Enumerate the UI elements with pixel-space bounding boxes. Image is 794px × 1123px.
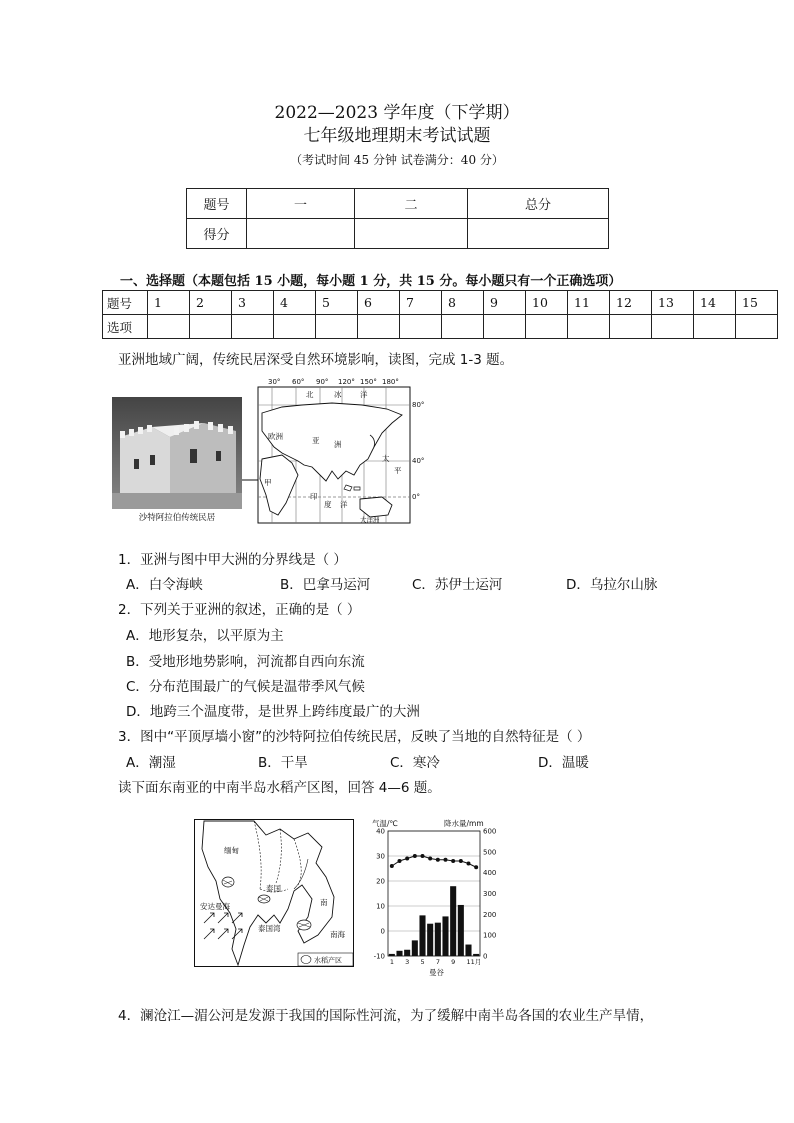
temp-tick-label: 20 [376, 877, 385, 886]
q1-option-c[interactable]: C．苏伊士运河 [412, 577, 503, 593]
precip-tick-label: 0 [483, 952, 488, 961]
precip-tick-label: 600 [483, 827, 497, 836]
score-cell-total[interactable] [468, 219, 609, 249]
precip-tick-label: 200 [483, 910, 497, 919]
temp-point [421, 854, 425, 858]
q1-stem: 1．亚洲与图中甲大洲的分界线是（ ） [118, 552, 347, 568]
temp-point [459, 859, 463, 863]
answer-number-8: 8 [442, 291, 484, 315]
svg-text:80°: 80° [412, 401, 425, 409]
plot-frame [388, 831, 480, 956]
answer-number-14: 14 [694, 291, 736, 315]
q1-option-b[interactable]: B．巴拿马运河 [280, 577, 371, 593]
precip-bar [427, 924, 433, 956]
q2-option-d[interactable]: D．地跨三个温度带，是世界上跨纬度最广的大洲 [126, 704, 420, 720]
svg-text:30°: 30° [268, 378, 281, 386]
answer-cell-12[interactable] [610, 315, 652, 339]
svg-text:60°: 60° [292, 378, 305, 386]
svg-text:150°: 150° [360, 378, 377, 386]
section1-heading: 一、选择题（本题包括 15 小题，每小题 1 分，共 15 分。每小题只有一个正确选项） [120, 274, 622, 289]
answer-number-9: 9 [484, 291, 526, 315]
svg-text:亚: 亚 [312, 436, 320, 445]
precip-bar [396, 951, 402, 956]
svg-text:泰国: 泰国 [266, 884, 281, 893]
month-tick-label: 11月 [466, 958, 482, 966]
q3-option-b[interactable]: B．干旱 [258, 755, 308, 771]
temp-point [467, 862, 471, 866]
svg-text:平: 平 [394, 466, 402, 475]
answer-row-label: 选项 [103, 315, 148, 339]
answer-cell-3[interactable] [232, 315, 274, 339]
svg-text:南: 南 [320, 898, 328, 907]
svg-text:欧洲: 欧洲 [268, 432, 283, 441]
answer-cell-13[interactable] [652, 315, 694, 339]
svg-text:90°: 90° [316, 378, 329, 386]
q1-option-d[interactable]: D．乌拉尔山脉 [566, 577, 658, 593]
city-label: 曼谷 [429, 968, 444, 977]
svg-text:印: 印 [310, 492, 318, 501]
svg-text:缅甸: 缅甸 [224, 846, 239, 855]
temp-tick-label: -10 [373, 952, 385, 961]
intro-q1-3: 亚洲地域广阔，传统民居深受自然环境影响，读图，完成 1-3 题。 [118, 352, 514, 368]
temp-point [390, 864, 394, 868]
month-tick-label: 9 [451, 958, 456, 966]
precip-tick-label: 100 [483, 931, 497, 940]
temp-tick-label: 10 [376, 902, 385, 911]
answer-cell-5[interactable] [316, 315, 358, 339]
q3-option-a[interactable]: A．潮湿 [126, 755, 176, 771]
score-header-part2: 二 [355, 189, 468, 219]
photo-caption: 沙特阿拉伯传统民居 [138, 513, 216, 523]
answer-header-label: 题号 [103, 291, 148, 315]
temp-point [405, 857, 409, 861]
score-header-number: 题号 [187, 189, 247, 219]
svg-text:洲: 洲 [334, 440, 342, 449]
precip-tick-label: 300 [483, 890, 497, 898]
answer-cell-11[interactable] [568, 315, 610, 339]
q2-option-a[interactable]: A．地形复杂，以平原为主 [126, 628, 284, 644]
answer-cell-2[interactable] [190, 315, 232, 339]
month-tick-label: 5 [420, 958, 425, 966]
bangkok-climate-chart [364, 817, 504, 977]
q3-option-d[interactable]: D．温暖 [538, 755, 589, 771]
precip-bar [473, 954, 479, 956]
answer-cell-8[interactable] [442, 315, 484, 339]
svg-text:南海: 南海 [330, 930, 345, 939]
exam-subtitle: （考试时间 45 分钟 试卷满分：40 分） [290, 153, 504, 167]
answer-number-1: 1 [148, 291, 190, 315]
rice-legend-label: 水稻产区 [314, 956, 342, 965]
svg-text:120°: 120° [338, 378, 355, 386]
precip-tick-label: 500 [483, 848, 497, 857]
score-row-label: 得分 [187, 219, 247, 249]
answer-number-4: 4 [274, 291, 316, 315]
svg-text:度: 度 [324, 500, 332, 509]
q2-stem: 2．下列关于亚洲的叙述，正确的是（ ） [118, 602, 361, 618]
saudi-house-photo [112, 397, 242, 525]
answer-cell-15[interactable] [736, 315, 778, 339]
precip-bar [412, 940, 418, 956]
temp-point [428, 857, 432, 861]
precip-bar [458, 905, 464, 956]
month-tick-label: 1 [389, 958, 394, 966]
temp-tick-label: 40 [376, 827, 385, 836]
svg-text:冰: 冰 [334, 390, 342, 399]
precip-bar [465, 945, 471, 956]
indochina-rice-map [194, 819, 354, 967]
temp-tick-label: 0 [380, 927, 385, 936]
q3-option-c[interactable]: C．寒冷 [390, 755, 440, 771]
answer-number-10: 10 [526, 291, 568, 315]
asia-map [242, 375, 430, 527]
exam-title-line2: 七年级地理期末考试试题 [303, 126, 491, 146]
answer-number-13: 13 [652, 291, 694, 315]
score-header-part1: 一 [247, 189, 355, 219]
answer-number-7: 7 [400, 291, 442, 315]
svg-text:泰国湾: 泰国湾 [258, 924, 281, 933]
temp-tick-label: 30 [376, 852, 385, 861]
answer-number-12: 12 [610, 291, 652, 315]
precip-bar [435, 923, 441, 956]
temp-point [474, 865, 478, 869]
answer-number-15: 15 [736, 291, 778, 315]
svg-text:0°: 0° [412, 493, 420, 501]
svg-text:40°: 40° [412, 457, 425, 465]
svg-text:甲: 甲 [264, 478, 272, 487]
precip-tick-label: 400 [483, 869, 497, 878]
svg-text:大洋洲: 大洋洲 [360, 516, 380, 524]
answer-cell-10[interactable] [526, 315, 568, 339]
precip-bar [450, 886, 456, 956]
answer-number-11: 11 [568, 291, 610, 315]
answer-table [102, 290, 778, 339]
q2-option-c[interactable]: C．分布范围最广的气候是温带季风气候 [126, 679, 365, 695]
score-header-total: 总分 [468, 189, 609, 219]
answer-number-2: 2 [190, 291, 232, 315]
answer-cell-6[interactable] [358, 315, 400, 339]
score-cell-part2[interactable] [355, 219, 468, 249]
temp-point [436, 858, 440, 862]
answer-cell-4[interactable] [274, 315, 316, 339]
svg-text:北: 北 [306, 390, 314, 399]
intro-q4-6: 读下面东南亚的中南半岛水稻产区图，回答 4—6 题。 [118, 780, 441, 796]
precip-bar [389, 954, 395, 956]
answer-cell-9[interactable] [484, 315, 526, 339]
answer-number-3: 3 [232, 291, 274, 315]
score-cell-part1[interactable] [247, 219, 355, 249]
precip-bar [419, 915, 425, 956]
q4-stem: 4．澜沧江—湄公河是发源于我国的国际性河流，为了缓解中南半岛各国的农业生产旱情， [118, 1008, 654, 1024]
temp-axis-label: 气温/℃ [372, 819, 398, 828]
q1-option-a[interactable]: A．白令海峡 [126, 577, 203, 593]
precip-axis-label: 降水量/mm [444, 819, 484, 828]
temp-point [444, 858, 448, 862]
svg-text:洋: 洋 [340, 500, 348, 509]
temp-point [413, 854, 417, 858]
precip-bar [442, 916, 448, 956]
q3-stem: 3．图中“平顶厚墙小窗”的沙特阿拉伯传统民居，反映了当地的自然特征是（ ） [118, 729, 591, 745]
score-table [186, 188, 609, 249]
answer-cell-14[interactable] [694, 315, 736, 339]
answer-cell-7[interactable] [400, 315, 442, 339]
svg-text:安达曼海: 安达曼海 [200, 902, 230, 911]
month-tick-label: 7 [435, 958, 440, 966]
exam-title-line1: 2022—2023 学年度（下学期） [274, 103, 520, 123]
svg-text:180°: 180° [382, 378, 399, 386]
month-tick-label: 3 [405, 958, 410, 966]
temp-point [451, 859, 455, 863]
answer-cell-1[interactable] [148, 315, 190, 339]
precip-bar [404, 950, 410, 956]
svg-text:太: 太 [382, 454, 390, 463]
answer-number-5: 5 [316, 291, 358, 315]
svg-text:洋: 洋 [360, 390, 368, 399]
temp-point [398, 859, 402, 863]
answer-number-6: 6 [358, 291, 400, 315]
q2-option-b[interactable]: B．受地形地势影响，河流都自西向东流 [126, 654, 365, 670]
temp-line [392, 856, 476, 867]
